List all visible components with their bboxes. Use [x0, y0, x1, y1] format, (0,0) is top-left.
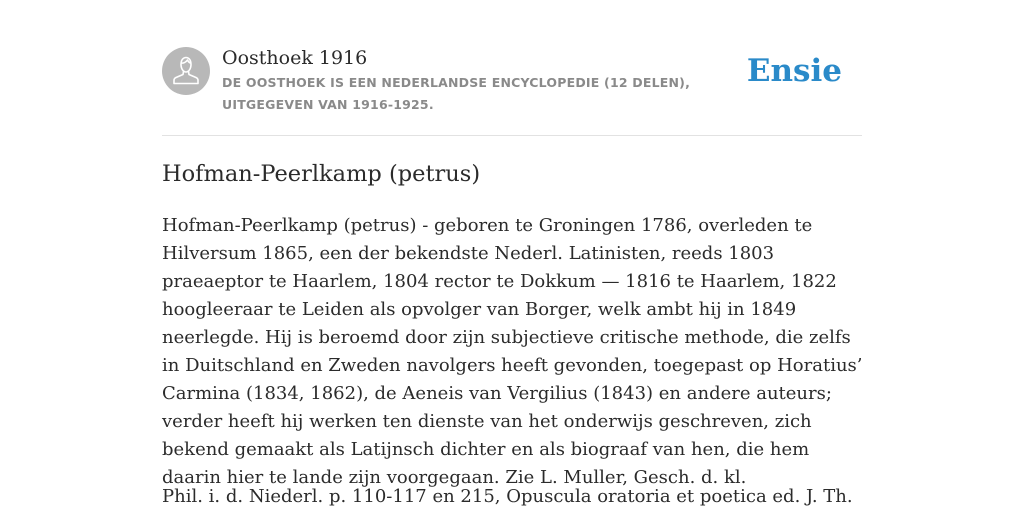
ensie-logo[interactable]: Ensie: [746, 53, 842, 89]
user-silhouette-icon: [162, 47, 210, 95]
article-paragraph: Hofman-Peerlkamp (petrus) - geboren te Groningen 1786, overleden te Hilversum 1865, een der bekendste Nederl. Latinisten, reeds 1803 praeaeptor te Haarlem, 1804 rector te Dokkum — 1816 te Haarlem, 1822 hoogleeraar te Leiden als opvolger van Borger, welk ambt hij in 1849 neerlegde. Hij is beroemd door zijn subjectieve critische methode, die zelfs in Duitschland en Zweden navolgers heeft gevonden, toegepast op Horatius’ Carmina (1834, 1862), de Aeneis van Vergilius (1843) en andere auteurs; verder heeft hij werken ten dienste van het onderwijs geschreven, zich bekend gemaakt als Latijnsch dichter en als biograaf van hen, die hem daarin hier te lande zijn voorgegaan. Zie L. Muller, Gesch. d. kl.: [162, 215, 863, 488]
source-description: DE OOSTHOEK IS EEN NEDERLANDSE ENCYCLOPEDIE (12 DELEN), UITGEGEVEN VAN 1916-1925.: [222, 75, 691, 112]
source-header: [162, 45, 862, 135]
article-title: Hofman-Peerlkamp (petrus): [162, 161, 481, 187]
source-name[interactable]: Oosthoek 1916: [222, 47, 368, 69]
header-divider: [162, 135, 862, 136]
source-avatar[interactable]: [162, 47, 210, 95]
article-paragraph: Phil. i. d. Niederl. p. 110-117 en 215, Opuscula oratoria et poetica ed. J. Th.: [162, 486, 853, 507]
